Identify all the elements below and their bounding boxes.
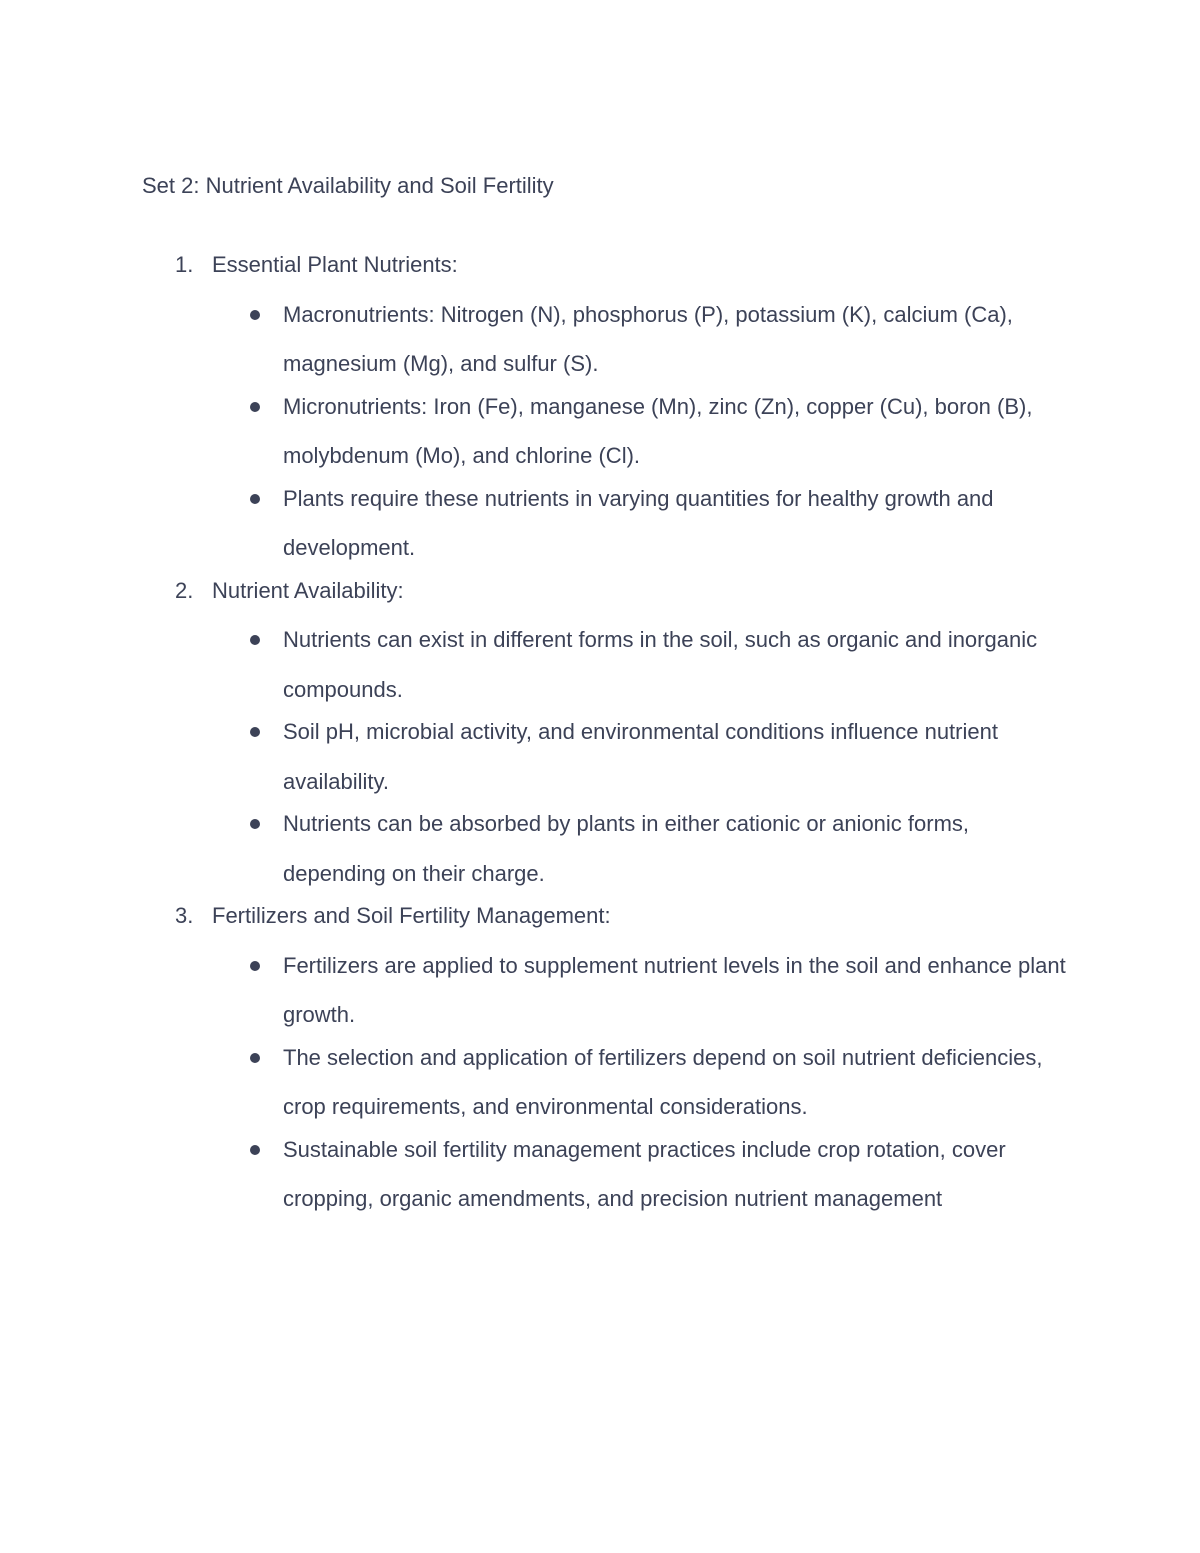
bullet-text: Sustainable soil fertility management practices include crop rotation, cover cropping, organic amendments, and precision nutrient management [283,1136,1006,1211]
bullet-item [0,382,1073,481]
bullet-item [0,290,1073,389]
document-title: Set 2: Nutrient Availability and Soil Fertility [142,173,554,198]
section-label: Fertilizers and Soil Fertility Management: [212,903,611,928]
bullet-dot-icon [250,1053,260,1063]
section-3 [0,898,1200,1224]
bullet-item [0,707,1073,806]
bullet-text: The selection and application of fertilizers depend on soil nutrient deficiencies, crop requirements, and environmental considerations. [283,1044,1043,1119]
bullet-dot-icon [250,310,260,320]
section-1 [0,247,1200,573]
bullet-item [0,615,1073,714]
section-label: Essential Plant Nutrients: [212,252,458,277]
bullet-dot-icon [250,1145,260,1155]
bullet-list [0,290,1200,573]
section-list [0,247,1200,1224]
bullet-dot-icon [250,635,260,645]
section-number: 3. [175,903,194,928]
bullet-dot-icon [250,727,260,737]
bullet-text: Soil pH, microbial activity, and environmental conditions influence nutrient availability. [283,719,998,794]
bullet-item [0,1125,1073,1224]
bullet-text: Nutrients can exist in different forms in the soil, such as organic and inorganic compounds. [283,627,1038,702]
bullet-item [0,1033,1073,1132]
bullet-dot-icon [250,961,260,971]
bullet-list [0,615,1200,898]
bullet-text: Macronutrients: Nitrogen (N), phosphorus (P), potassium (K), calcium (Ca), magnesium (Mg), and sulfur (S). [283,301,1013,376]
bullet-text: Plants require these nutrients in varying quantities for healthy growth and development. [283,485,994,560]
bullet-item [0,941,1073,1040]
bullet-item [0,474,1073,573]
bullet-dot-icon [250,402,260,412]
bullet-item [0,799,1073,898]
bullet-dot-icon [250,494,260,504]
section-number: 2. [175,577,194,603]
bullet-text: Nutrients can be absorbed by plants in either cationic or anionic forms, depending on their charge. [283,811,970,886]
bullet-dot-icon [250,819,260,829]
section-label: Nutrient Availability: [212,577,404,603]
section-2 [0,573,1200,899]
bullet-text: Fertilizers are applied to supplement nutrient levels in the soil and enhance plant growth. [283,952,1066,1027]
section-number: 1. [175,252,194,277]
bullet-text: Micronutrients: Iron (Fe), manganese (Mn), zinc (Zn), copper (Cu), boron (B), molybdenum (Mo), and chlorine (Cl). [283,393,1033,468]
bullet-list [0,941,1200,1224]
